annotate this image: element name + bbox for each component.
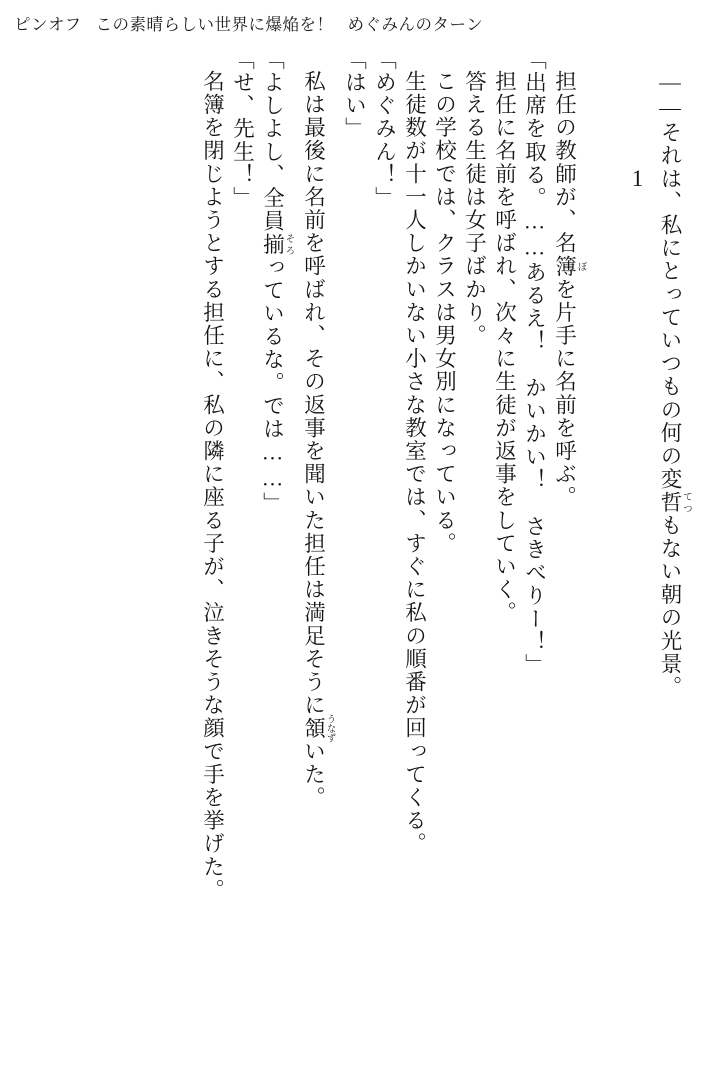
text-column: 「よしよし、全員揃 そろっているな。では……」 — [260, 48, 294, 516]
text-column: 「はい」 — [342, 48, 367, 141]
running-header — [0, 8, 701, 38]
ruby-text: 簿 ぼ — [552, 254, 586, 278]
text-column: 「めぐみん！」 — [372, 48, 397, 210]
column-gap — [586, 48, 616, 953]
text-column: 担任の教師が、名簿 ぼを片手に名前を呼ぶ。 — [552, 70, 586, 509]
text-column: ――それは、私にとっていつもの何の変哲 てつもない朝の光景。 — [658, 70, 691, 699]
furigana: うなず — [324, 714, 335, 743]
text-column: 答える生徒は女子ばかり。 — [462, 70, 487, 348]
ruby-text: 頷 うなず — [301, 714, 335, 743]
text-column: この学校では、クラスは男女別になっている。 — [432, 70, 457, 556]
furigana: ぼ — [575, 254, 586, 278]
chapter-number: 1 — [625, 166, 650, 191]
ruby-text: 揃 そろ — [260, 232, 294, 256]
text-column: 私は最後に名前を呼ばれ、その返事を聞いた担任は満足そうに頷 うなずいた。 — [301, 70, 335, 810]
header-subtitle: めぐみんのターン — [347, 15, 484, 34]
text-column: 生徒数が十一人しかいない小さな教室では、すぐに私の順番が回ってくる。 — [402, 70, 427, 856]
ruby-text: 哲 てつ — [658, 490, 691, 514]
text-column: 名簿を閉じようとする担任に、私の隣に座る子が、泣きそうな顔で手を挙げた。 — [200, 70, 225, 902]
text-column: 担任に名前を呼ばれ、次々に生徒が返事をしていく。 — [492, 70, 517, 625]
header-series: ピンオフ — [14, 15, 82, 34]
header-title: この素晴らしい世界に爆焔を！ — [95, 15, 334, 34]
furigana: そろ — [283, 232, 294, 256]
vertical-text-body — [11, 48, 691, 963]
text-column: 「せ、先生！」 — [230, 48, 255, 210]
text-column: 「出席を取る。……あるえ！ かいかい！ さきべりー！」 — [522, 48, 547, 677]
furigana: てつ — [681, 490, 691, 514]
